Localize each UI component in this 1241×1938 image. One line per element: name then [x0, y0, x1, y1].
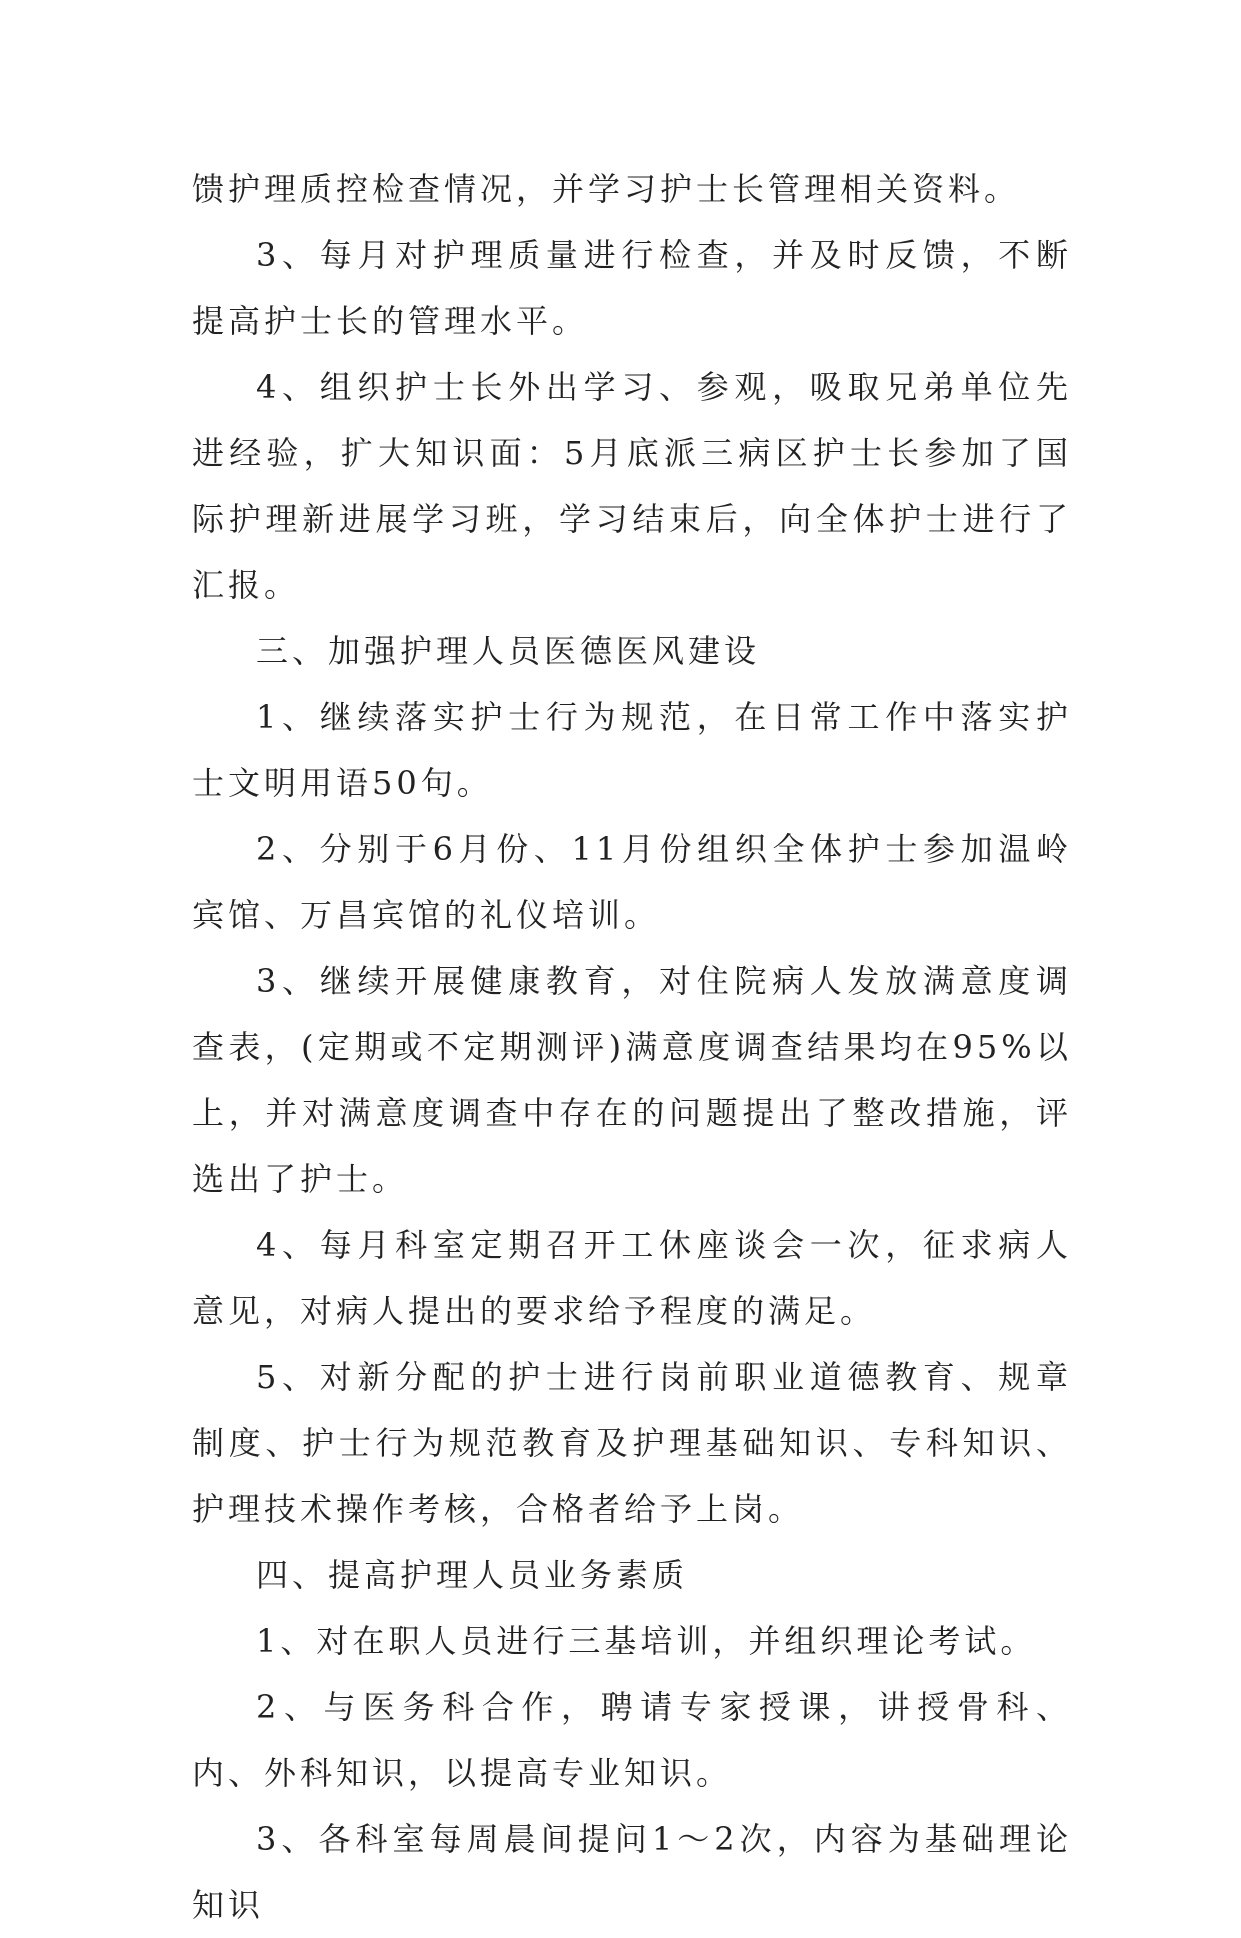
paragraph: 4、组织护士长外出学习、参观，吸取兄弟单位先进经验，扩大知识面：5月底派三病区护士长参加了国际护理新进展学习班，学习结束后，向全体护士进行了汇报。 — [192, 368, 1072, 604]
paragraph: 馈护理质控检查情况，并学习护士长管理相关资料。 — [192, 170, 1021, 208]
paragraph: 3、每月对护理质量进行检查，并及时反馈，不断提高护士长的管理水平。 — [192, 236, 1072, 340]
paragraph: 5、对新分配的护士进行岗前职业道德教育、规章制度、护士行为规范教育及护理基础知识、专科知识、护理技术操作考核，合格者给予上岗。 — [192, 1358, 1072, 1528]
paragraph: 3、继续开展健康教育，对住院病人发放满意度调查表，(定期或不定期测评)满意度调查结果均在95%以上，并对满意度调查中存在的问题提出了整改措施，评选出了护士。 — [192, 962, 1072, 1198]
section-heading: 三、加强护理人员医德医风建设 — [256, 632, 761, 670]
paragraph: 2、与医务科合作，聘请专家授课，讲授骨科、内、外科知识，以提高专业知识。 — [192, 1688, 1072, 1792]
paragraph: 1、对在职人员进行三基培训，并组织理论考试。 — [256, 1622, 1037, 1660]
paragraph: 1、继续落实护士行为规范，在日常工作中落实护士文明用语50句。 — [192, 698, 1072, 802]
paragraph: 3、各科室每周晨间提问1～2次，内容为基础理论知识 — [192, 1820, 1072, 1924]
paragraph: 4、每月科室定期召开工休座谈会一次，征求病人意见，对病人提出的要求给予程度的满足。 — [192, 1226, 1072, 1330]
document-body — [192, 156, 1072, 1938]
section-heading: 四、提高护理人员业务素质 — [256, 1556, 689, 1594]
paragraph: 2、分别于6月份、11月份组织全体护士参加温岭宾馆、万昌宾馆的礼仪培训。 — [192, 830, 1072, 934]
